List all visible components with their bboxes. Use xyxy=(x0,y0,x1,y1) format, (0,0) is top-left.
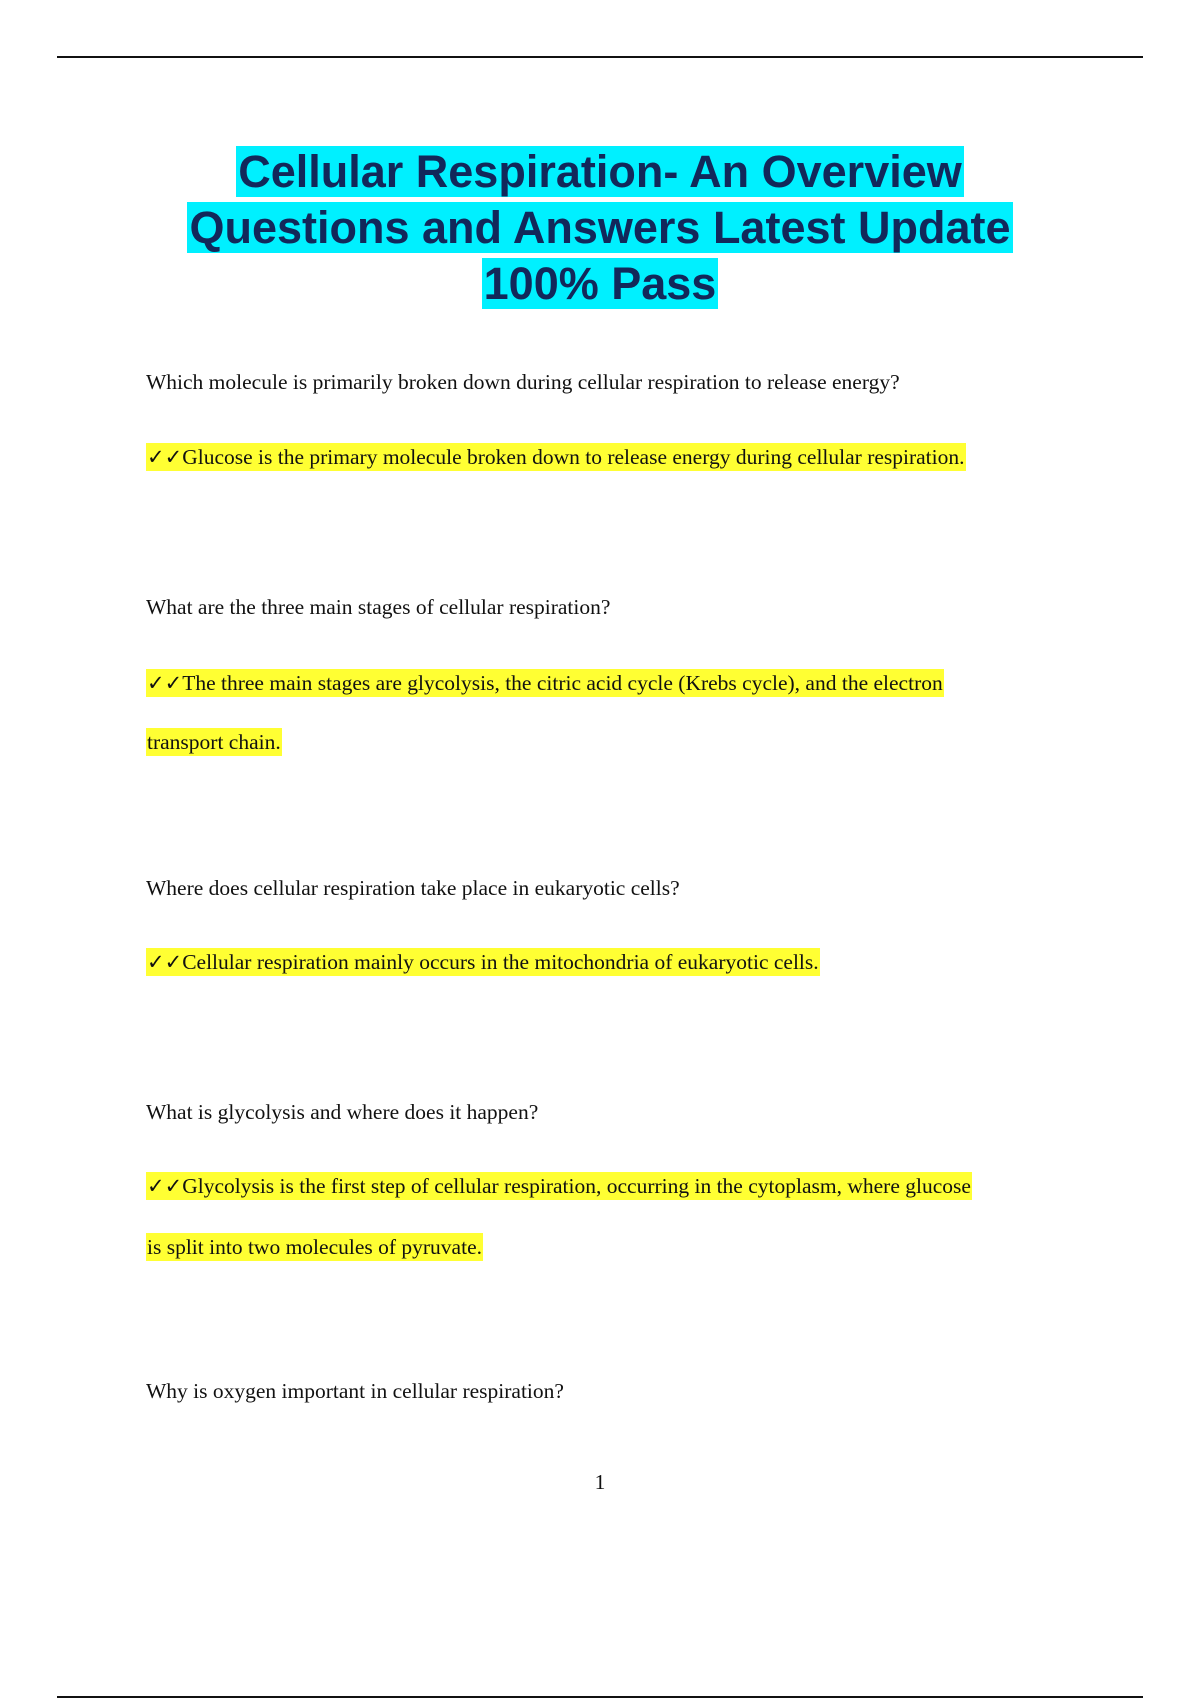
document-title xyxy=(0,144,1200,312)
answer-1-line-1: ✓✓Glucose is the primary molecule broken down to release energy during cellular respiration. xyxy=(147,445,965,469)
check-icon: ✓✓ xyxy=(147,445,183,469)
check-icon: ✓✓ xyxy=(147,1174,183,1198)
top-rule xyxy=(57,56,1143,58)
answer-3-line-1: ✓✓Cellular respiration mainly occurs in the mitochondria of eukaryotic cells. xyxy=(147,950,819,974)
title-line-2: Questions and Answers Latest Update xyxy=(189,202,1011,253)
title-line-3: 100% Pass xyxy=(483,258,717,309)
bottom-rule xyxy=(57,1696,1143,1698)
answer-4-line-2: is split into two molecules of pyruvate. xyxy=(147,1235,482,1259)
question-3: Where does cellular respiration take place in eukaryotic cells? xyxy=(146,876,680,900)
question-2: What are the three main stages of cellular respiration? xyxy=(146,595,611,619)
page-number: 1 xyxy=(594,1470,606,1494)
answer-4-line-1: ✓✓Glycolysis is the first step of cellular respiration, occurring in the cytoplasm, where glucose xyxy=(147,1174,971,1198)
check-icon: ✓✓ xyxy=(147,950,183,974)
question-4: What is glycolysis and where does it happen? xyxy=(146,1100,539,1124)
title-line-1: Cellular Respiration- An Overview xyxy=(238,146,962,197)
answer-2-line-2: transport chain. xyxy=(147,730,281,754)
question-1: Which molecule is primarily broken down during cellular respiration to release energy? xyxy=(146,370,900,394)
answer-2-line-1: ✓✓The three main stages are glycolysis, the citric acid cycle (Krebs cycle), and the electron xyxy=(147,671,943,695)
check-icon: ✓✓ xyxy=(147,671,183,695)
question-5: Why is oxygen important in cellular respiration? xyxy=(146,1379,564,1403)
